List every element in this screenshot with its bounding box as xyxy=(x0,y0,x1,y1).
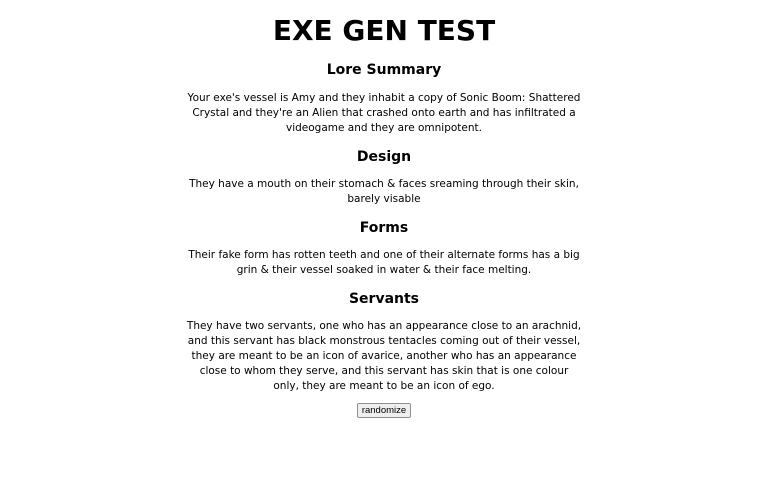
section-heading-design: Design xyxy=(356,149,412,165)
section-body-lore-summary: Your exe's vessel is Amy and they inhabit a copy of Sonic Boom: Shattered Crystal and they're an Alien that crashed onto earth and has infiltrated a videogame and they are omnipotent. xyxy=(187,92,581,134)
section-body-forms: Their fake form has rotten teeth and one of their alternate forms has a big grin & their vessel soaked in water & their face melting. xyxy=(188,249,580,276)
page-title: EXE GEN TEST xyxy=(272,14,496,47)
section-heading-lore-summary: Lore Summary xyxy=(326,62,442,78)
section-body-servants: They have two servants, one who has an appearance close to an arachnid, and this servant has black monstrous tentacles coming out of their vessel, they are meant to be an icon of avarice, another who has an appearance close to whom they serve, and this servant has skin that is one colour only, they are meant to be an icon of ego. xyxy=(186,320,582,392)
section-heading-servants: Servants xyxy=(348,291,420,307)
section-body-design: They have a mouth on their stomach & faces sreaming through their skin, barely visable xyxy=(189,178,579,205)
section-heading-forms: Forms xyxy=(359,220,409,236)
randomize-button[interactable]: randomize xyxy=(357,403,411,418)
